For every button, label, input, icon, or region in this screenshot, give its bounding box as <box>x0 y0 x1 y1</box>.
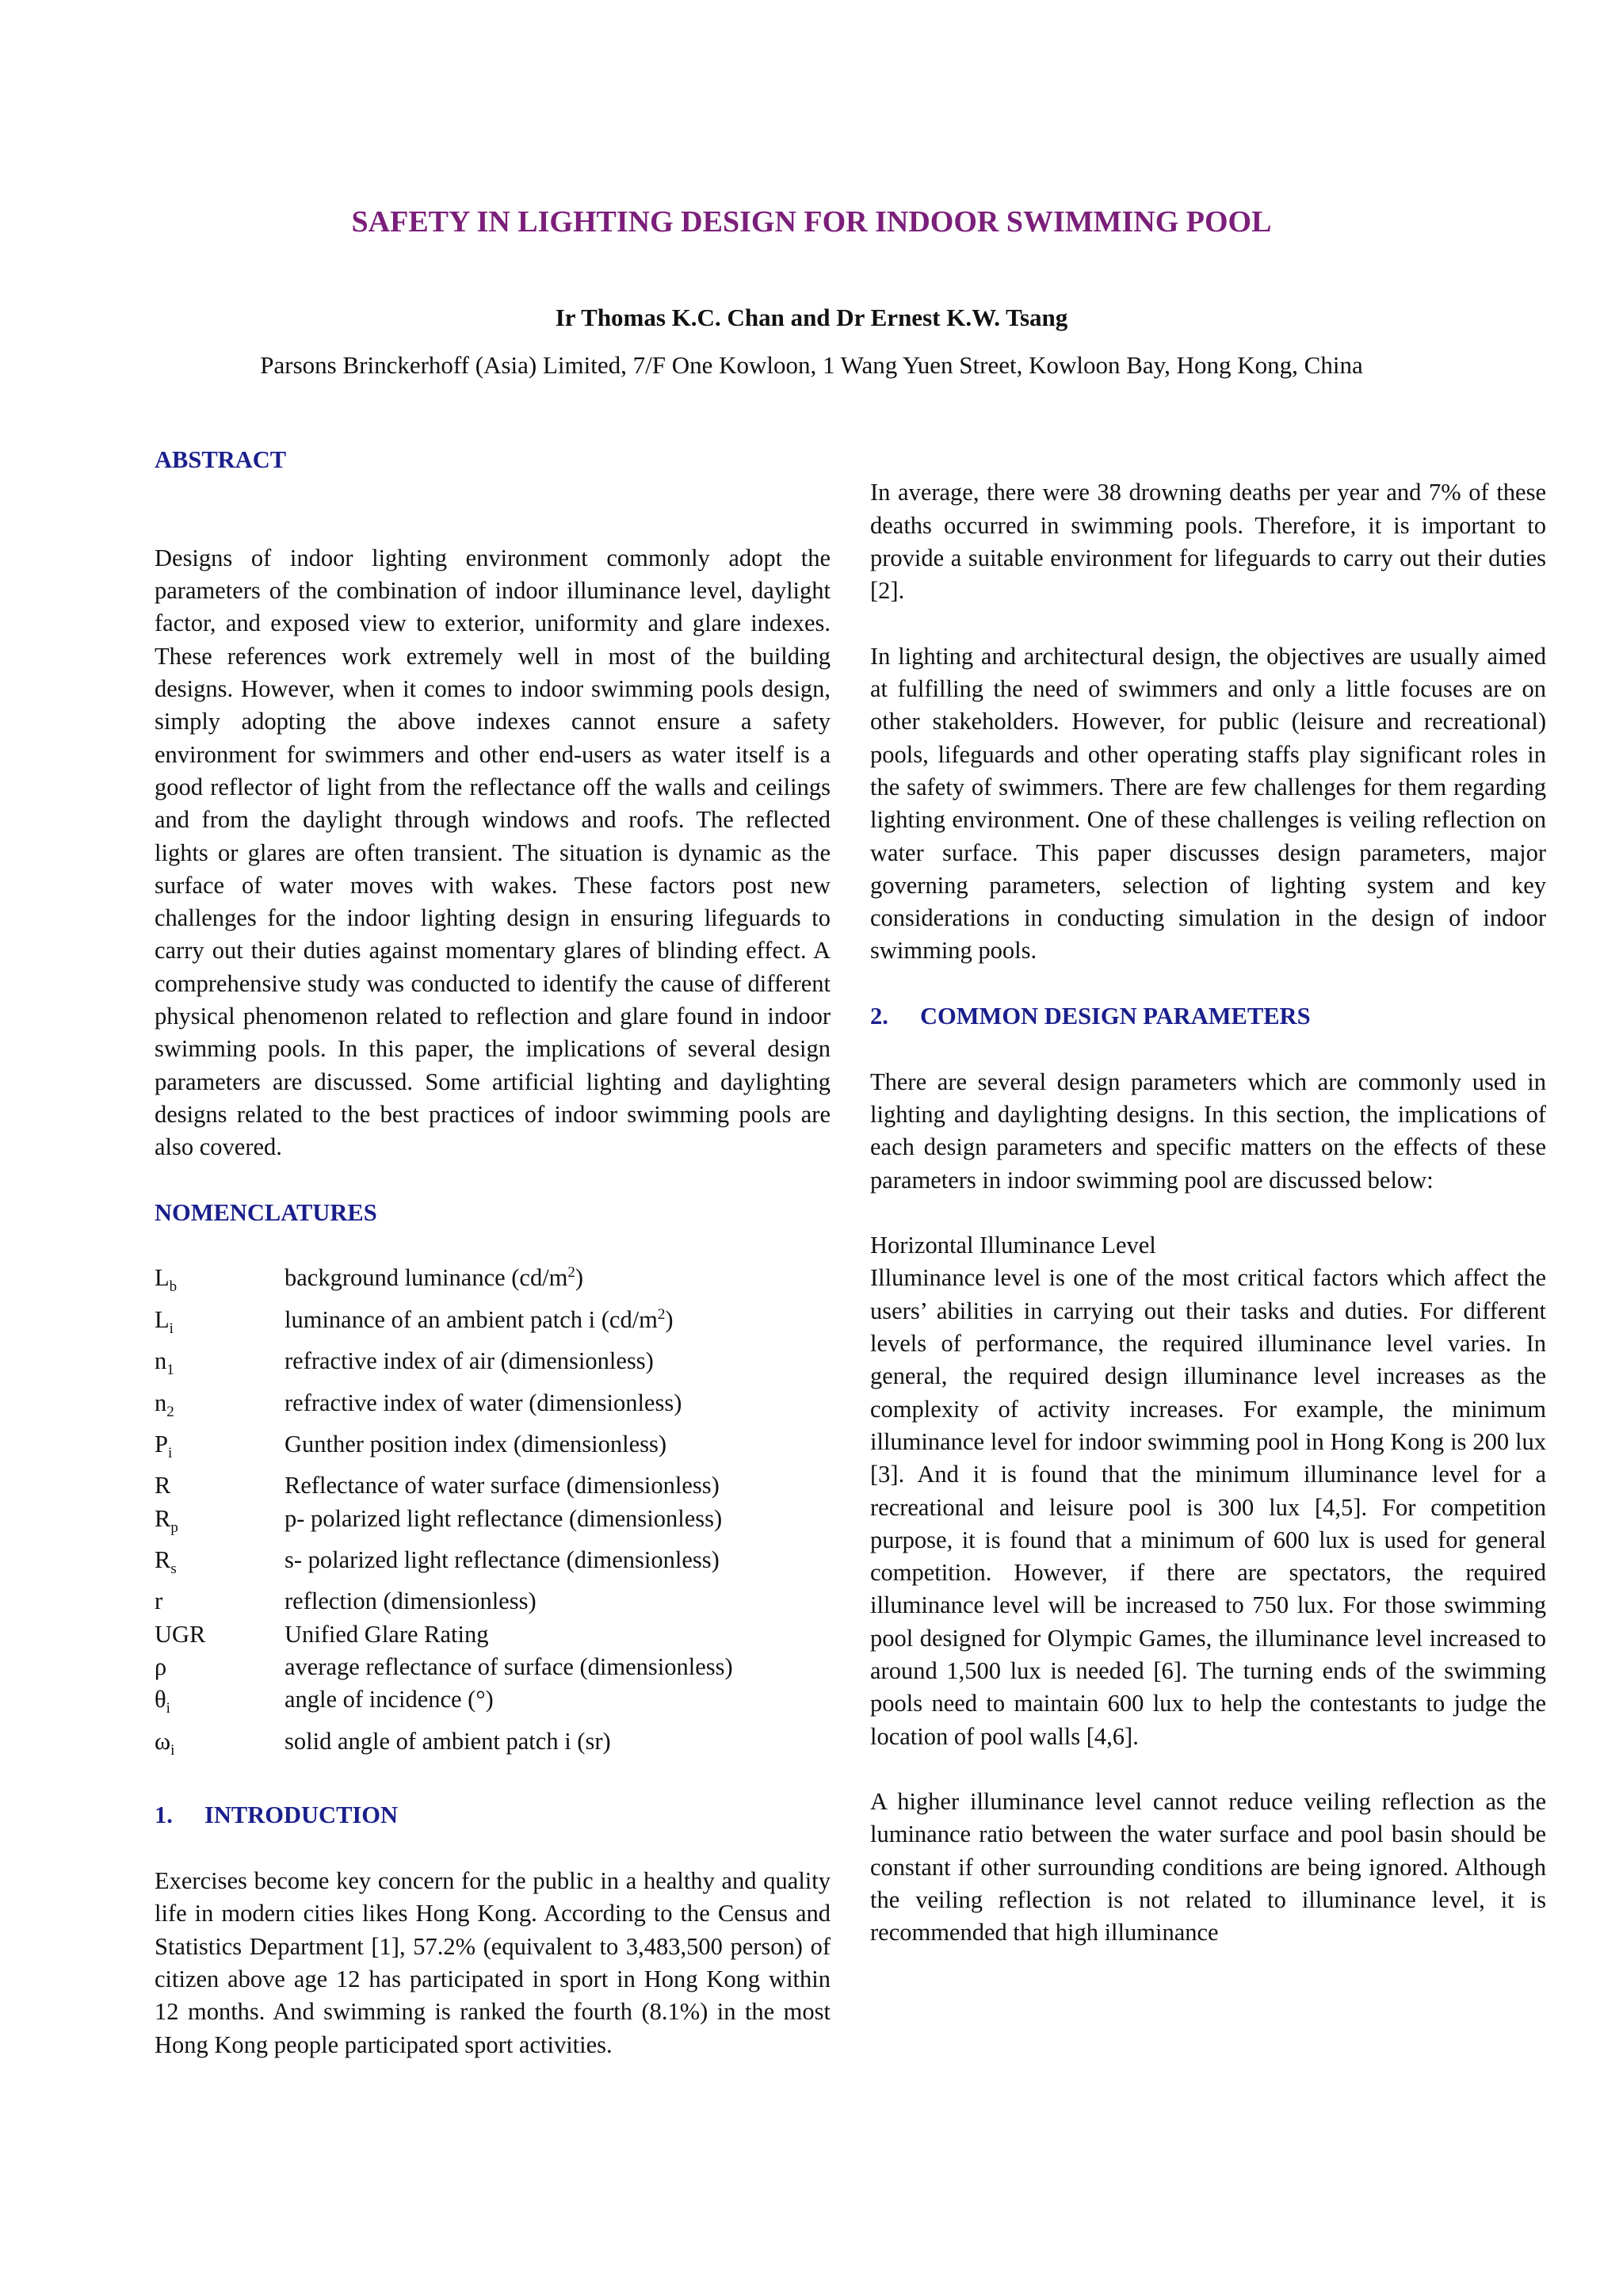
paper-affiliation: Parsons Brinckerhoff (Asia) Limited, 7/F One Kowloon, 1 Wang Yuen Street, Kowloon Bay, Hong Kong, China <box>260 351 1363 379</box>
section2-heading <box>870 1000 1546 1033</box>
introduction-paragraph-1: Exercises become key concern for the public in a healthy and quality life in modern cities likes Hong Kong. According to the Census and Statistics Department [1], 57.2% (equivalent to 3,483,500 person) of citizen above age 12 has participated in sport in Hong Kong within 12 months. And swimming is ranked the fourth (8.1%) in the most Hong Kong people participated sport activities. <box>155 1867 831 2058</box>
nomenclature-definition: angle of incidence (°) <box>285 1686 494 1713</box>
nomenclature-definition: reflection (dimensionless) <box>285 1587 537 1615</box>
nomenclature-definition: average reflectance of surface (dimensionless) <box>285 1653 733 1681</box>
nomenclature-item <box>155 1503 831 1544</box>
nomenclature-definition: refractive index of water (dimensionless) <box>285 1389 682 1416</box>
section2-paragraph-1: Illuminance level is one of the most critical factors which affect the users’ abilities in carrying out their tasks and duties. For different levels of performance, the required illuminance level varies. In general, the required design illuminance level increases as the complexity of activity increases. For example, the minimum illuminance level for indoor swimming pool in Hong Kong is 200 lux [3]. And it is found that the minimum illuminance level for a recreational and leisure pool is 300 lux [4,5]. For competition purpose, it is found that a minimum of 600 lux is used for general competition. However, if there are spectators, the required illuminance level will be increased to 750 lux. For those swimming pool designed for Olympic Games, the illuminance level increased to around 1,500 lux is needed [6]. The turning ends of the swimming pools need to maintain 600 lux to help the contestants to judge the location of pool walls [4,6]. <box>870 1264 1546 1750</box>
nomenclature-definition: p- polarized light reflectance (dimensionless) <box>285 1504 723 1532</box>
section2-subheading: Horizontal Illuminance Level <box>870 1232 1156 1259</box>
nomenclature-definition: refractive index of air (dimensionless) <box>285 1347 654 1375</box>
nomenclature-item <box>155 1304 831 1345</box>
section2-intro: There are several design parameters which are commonly used in lighting and daylighting designs. In this section, the implications of each design parameters and specific matters on the effects of these parameters in indoor swimming pool are discussed below: <box>870 1068 1546 1194</box>
nomenclature-item <box>155 1428 831 1469</box>
nomenclature-symbol: $L_b$ <box>155 1264 178 1296</box>
nomenclature-item <box>155 1469 831 1502</box>
nomenclature-definition: solid angle of ambient patch i (sr) <box>285 1727 611 1755</box>
nomenclature-heading: NOMENCLATURES <box>155 1198 377 1226</box>
paper-title: SAFETY IN LIGHTING DESIGN FOR INDOOR SWIMMING POOL <box>351 205 1272 239</box>
nomenclature-item <box>155 1683 831 1725</box>
nomenclature-definition: Reflectance of water surface (dimensionless) <box>285 1472 720 1499</box>
nomenclature-item <box>155 1725 831 1767</box>
paper-authors: Ir Thomas K.C. Chan and Dr Ernest K.W. Tsang <box>555 304 1068 331</box>
nomenclature-symbol: r <box>155 1587 163 1615</box>
introduction-title: INTRODUCTION <box>204 1801 399 1829</box>
section2-number: 2. <box>870 1003 888 1030</box>
nomenclature-symbol: $P_i$ <box>155 1430 173 1462</box>
nomenclature-item <box>155 1651 831 1683</box>
nomenclature-list <box>155 1262 831 1767</box>
nomenclature-symbol: $L_i$ <box>155 1305 174 1337</box>
nomenclature-definition: Gunther position index (dimensionless) <box>285 1430 667 1457</box>
section2-paragraph-2: A higher illuminance level cannot reduce veiling reflection as the luminance ratio between the water surface and pool basin should be constant if other surrounding conditions are being ignored. Although the veiling reflection is not related to illuminance level, it is recommended that high illuminance <box>870 1788 1546 1946</box>
nomenclature-symbol: $n_2$ <box>155 1389 174 1420</box>
nomenclature-item <box>155 1544 831 1585</box>
nomenclature-definition: Unified Glare Rating <box>285 1620 489 1648</box>
nomenclature-definition: s- polarized light reflectance (dimensionless) <box>285 1546 720 1574</box>
nomenclature-symbol: R <box>155 1472 171 1499</box>
nomenclature-symbol: $n_1$ <box>155 1347 174 1379</box>
introduction-paragraph-3: In lighting and architectural design, the objectives are usually aimed at fulfilling the need of swimmers and only a little focuses are on other stakeholders. However, for public (leisure and recreational) pools, lifeguards and other operating staffs play significant roles in the safety of swimmers. There are few challenges for them regarding lighting environment. One of these challenges is veiling reflection on water surface. This paper discusses design parameters, major governing parameters, selection of lighting system and key considerations in conducting simulation in the design of indoor swimming pools. <box>870 642 1546 965</box>
nomenclature-item <box>155 1345 831 1386</box>
nomenclature-definition: luminance of an ambient patch i $(cd/m^2)$ <box>285 1305 674 1333</box>
left-column <box>155 444 831 2061</box>
introduction-paragraph-2: In average, there were 38 drowning deaths per year and 7% of these deaths occurred in swimming pools. Therefore, it is important to provide a suitable environment for lifeguards to carry out their duties [2]. <box>870 479 1546 605</box>
nomenclature-item <box>155 1262 831 1303</box>
nomenclature-item <box>155 1585 831 1618</box>
section2-title: COMMON DESIGN PARAMETERS <box>920 1003 1311 1030</box>
nomenclature-symbol: ρ <box>155 1653 167 1681</box>
nomenclature-symbol: UGR <box>155 1620 206 1648</box>
introduction-heading <box>155 1799 831 1832</box>
introduction-number: 1. <box>155 1801 173 1829</box>
abstract-heading: ABSTRACT <box>155 446 287 473</box>
nomenclature-symbol: $R_s$ <box>155 1546 177 1578</box>
nomenclature-item <box>155 1618 831 1651</box>
nomenclature-symbol: $R_p$ <box>155 1504 178 1536</box>
right-column <box>870 444 1546 1950</box>
nomenclature-symbol: $\omega_i$ <box>155 1727 175 1759</box>
abstract-text: Designs of indoor lighting environment commonly adopt the parameters of the combination of indoor illuminance level, daylight factor, and exposed view to exterior, uniformity and glare indexes. These references work extremely well in most of the building designs. However, when it comes to indoor swimming pools design, simply adopting the above indexes cannot ensure a safety environment for swimmers and other end-users as water itself is a good reflector of light from the reflectance off the walls and ceilings and from the daylight through windows and roofs. The reflected lights or glares are often transient. The situation is dynamic as the surface of water moves with wakes. These factors post new challenges for the indoor lighting design in ensuring lifeguards to carry out their duties against momentary glares of blinding effect. A comprehensive study was conducted to identify the cause of different physical phenomenon related to reflection and glare found in indoor swimming pools. In this paper, the implications of several design parameters are discussed. Some artificial lighting and daylighting designs related to the best practices of indoor swimming pools are also covered. <box>155 544 831 1161</box>
nomenclature-item <box>155 1387 831 1428</box>
nomenclature-symbol: $\theta_i$ <box>155 1686 170 1717</box>
nomenclature-definition: background luminance $(cd/m^2)$ <box>285 1264 584 1292</box>
